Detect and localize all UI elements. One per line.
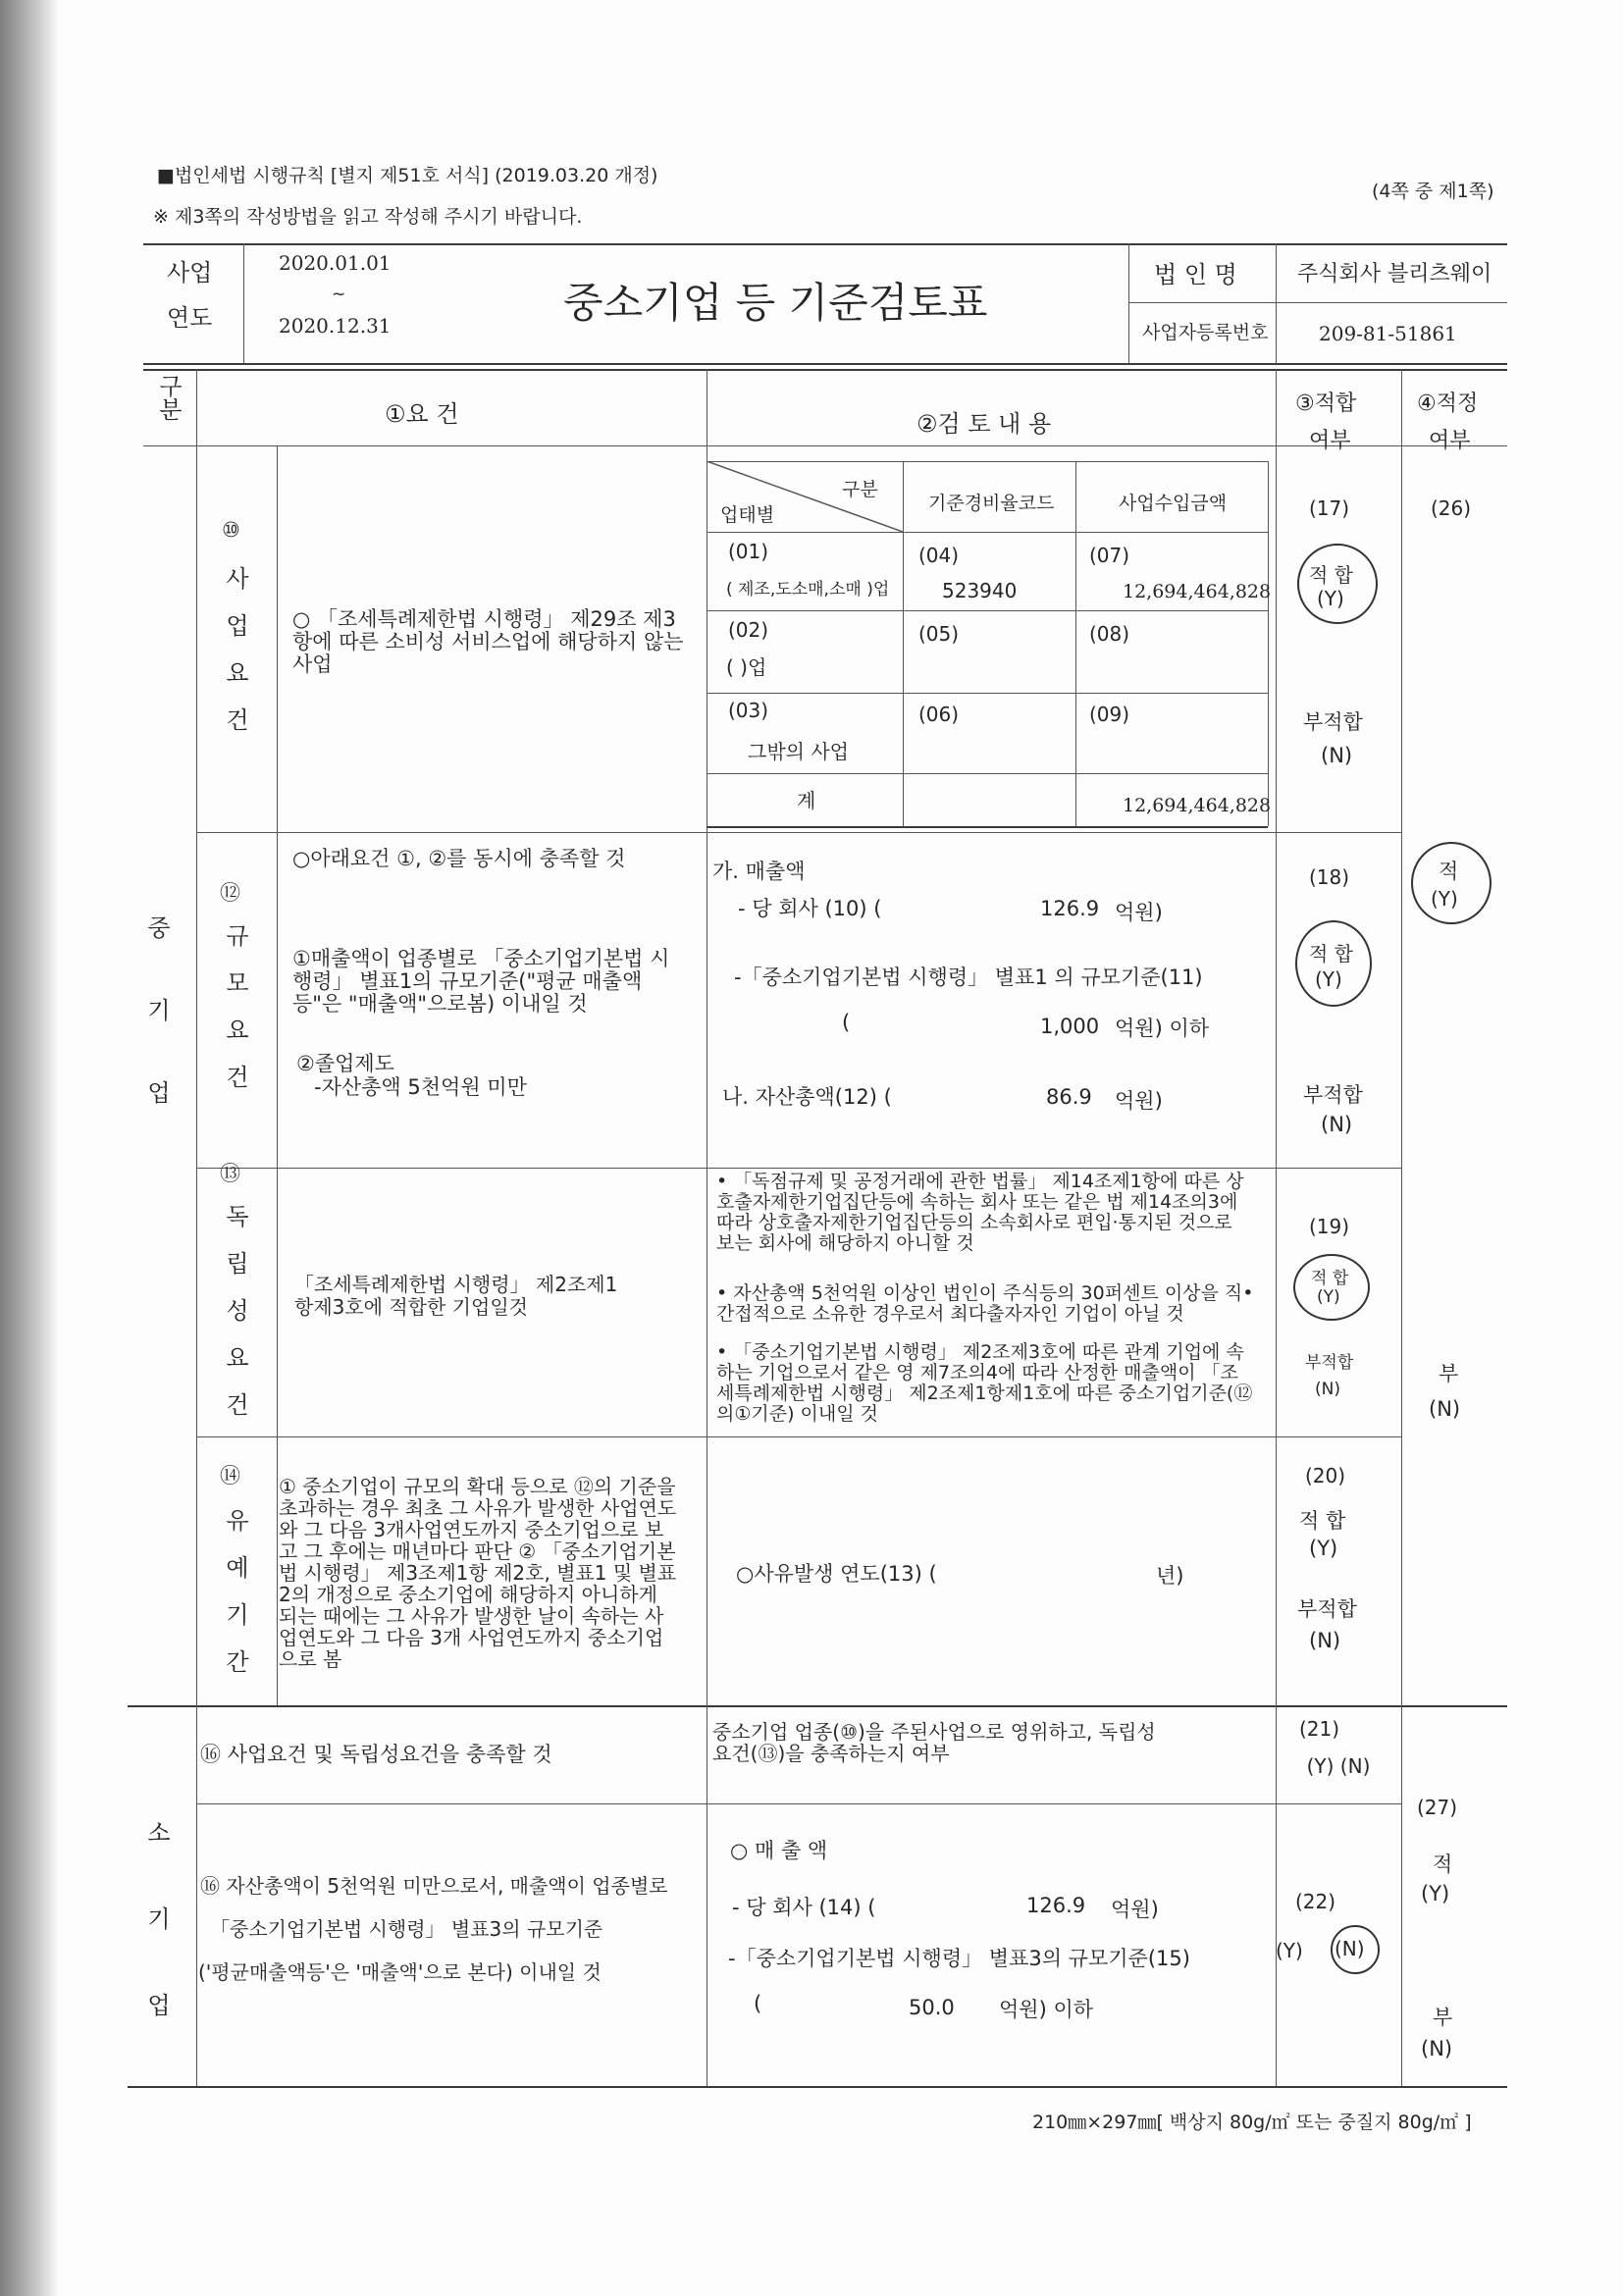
row103-rev2: • 자산총액 5천억원 이상인 법인이 주식등의 30퍼센트 이상을 직•간접적으로 소유한 경우로서 최다출자자인 기업이 아닐 것	[716, 1282, 1254, 1325]
period-start: 2020.01.01	[279, 251, 392, 275]
period-label-2: 연도	[167, 304, 213, 332]
inner-header-type: 구분	[842, 479, 878, 500]
row102-rev1: 가. 매출액	[712, 860, 806, 883]
row106-rev4-b: 50.0	[909, 1996, 955, 2019]
row104-fit-n2: (N)	[1309, 1629, 1341, 1652]
row103-label: 독 립 성 요 건	[226, 1203, 249, 1419]
row102-rev5-b: 86.9	[1046, 1085, 1092, 1109]
column-header-category: 구 분	[159, 373, 183, 424]
form-reference: ■법인세법 시행규칙 [별지 제51호 서식] (2019.03.20 개정)	[157, 165, 658, 186]
reg-no: 209-81-51861	[1319, 322, 1457, 345]
row104-fit-y2: (Y)	[1309, 1537, 1338, 1560]
column-header-fit-1: ③적합	[1295, 391, 1357, 416]
row102-req4: -자산총액 5천억원 미만	[314, 1075, 527, 1099]
row102-rev2-a: - 당 회사 (10) (	[738, 897, 882, 920]
row101-fit-n2: (N)	[1321, 744, 1353, 767]
r2-code-no: (05)	[918, 622, 960, 646]
row106-rev3: -「중소기업기본법 시행령」 별표3의 규모기준(15)	[728, 1947, 1190, 1970]
column-header-proper-2: 여부	[1429, 429, 1471, 453]
row105-requirement: ⑯ 사업요건 및 독립성요건을 충족할 것	[200, 1743, 552, 1766]
row105-review: 중소기업 업종(⑩)을 주된사업으로 영위하고, 독립성요건(⑬)을 충족하는지 여부	[712, 1720, 1156, 1765]
paper-spec-footer: 210㎜×297㎜[ 백상지 80g/㎡ 또는 중질지 80g/㎡ ]	[1032, 2112, 1472, 2133]
row102-fit-no: (18)	[1309, 865, 1350, 889]
r1-amount: 12,694,464,828	[1123, 581, 1272, 602]
period-end: 2020.12.31	[279, 314, 392, 338]
row106-fit-n: (N)	[1335, 1937, 1365, 1960]
row103-fit-y: 적 합	[1311, 1269, 1349, 1288]
scan-edge-shadow	[0, 0, 59, 2296]
small-proper-n: 부	[1433, 2006, 1453, 2029]
header-top-border	[143, 243, 1507, 245]
row104-fit-y: 적 합	[1299, 1509, 1346, 1533]
section-label-small: 소 기 업	[147, 1819, 171, 2019]
period-label-1: 사업	[167, 259, 213, 287]
r1-code-no: (04)	[918, 544, 960, 567]
row101-number: ⑩	[222, 518, 240, 542]
row104-rev-b: 년)	[1156, 1564, 1184, 1588]
row101-proper-no: (26)	[1431, 496, 1472, 520]
r3-code-no: (06)	[918, 703, 960, 726]
page-indicator: (4쪽 중 제1쪽)	[1372, 181, 1494, 202]
r2-no: (02)	[728, 618, 769, 642]
column-header-review: ②검 토 내 용	[916, 410, 1052, 438]
row102-fit-n: 부적합	[1303, 1083, 1363, 1107]
row106-rev2-b: 126.9	[1026, 1894, 1086, 1917]
row105-fit-no: (21)	[1299, 1717, 1340, 1741]
row104-label: 유 예 기 간	[226, 1507, 249, 1676]
row102-rev4-a: (	[842, 1011, 851, 1034]
r3-no: (03)	[728, 699, 769, 722]
row102-label: 규 모 요 건	[226, 922, 249, 1091]
row106-rev4-a: (	[754, 1992, 762, 2015]
row103-fit-y2: (Y)	[1317, 1287, 1340, 1307]
row106-req3: ('평균매출액등'은 '매출액'으로 본다) 이내일 것	[198, 1960, 602, 1984]
row101-fit-no: (17)	[1309, 496, 1350, 520]
inner-header-industry: 업태별	[720, 504, 775, 526]
corp-name-label: 법 인 명	[1154, 261, 1237, 288]
r1-amt-no: (07)	[1089, 544, 1130, 567]
row101-fit-n: 부적합	[1303, 710, 1363, 734]
small-proper-no: (27)	[1417, 1796, 1458, 1819]
table-top-border	[143, 369, 1507, 371]
row106-fit-y: (Y)	[1276, 1939, 1303, 1962]
row103-rev3: • 「중소기업기본법 시행령」 제2조제3호에 따른 관계 기업에 속하는 기업으로서 같은 영 제7조의4에 따라 산정한 매출액이 「조세특례제한법 시행령」 제2조제1항제1호에 따른 중소기업기준(⑫의①기준) 이내일 것	[716, 1341, 1253, 1425]
r1-code: 523940	[942, 579, 1018, 602]
row103-number: ⑬	[220, 1162, 240, 1185]
table-bottom-border	[128, 2086, 1507, 2088]
page-title: 중소기업 등 기준검토표	[563, 279, 988, 327]
r2-industry: ( )업	[726, 655, 767, 679]
small-proper-y: 적	[1433, 1852, 1453, 1876]
row103-proper-n2: (N)	[1429, 1397, 1461, 1421]
row102-rev4-b: 1,000	[1040, 1015, 1100, 1038]
row102-req3: ②졸업제도	[296, 1052, 394, 1075]
row102-proper-y: 적	[1439, 860, 1459, 883]
small-proper-n2: (N)	[1421, 2037, 1453, 2061]
row102-rev3: -「중소기업기본법 시행령」 별표1 의 규모기준(11)	[734, 965, 1203, 989]
row104-fit-n: 부적합	[1297, 1597, 1357, 1621]
row102-rev2-b: 126.9	[1040, 897, 1100, 920]
row102-rev4-c: 억원) 이하	[1115, 1017, 1210, 1040]
row102-rev5-a: 나. 자산총액(12) (	[722, 1085, 892, 1109]
small-proper-y2: (Y)	[1421, 1882, 1450, 1905]
row104-rev-a: ○사유발생 연도(13) (	[736, 1562, 937, 1586]
row106-fit-no: (22)	[1295, 1890, 1336, 1913]
row102-fit-n2: (N)	[1321, 1113, 1353, 1136]
row106-rev2-c: 억원)	[1111, 1898, 1159, 1921]
total-label: 계	[797, 789, 816, 812]
r3-amt-no: (09)	[1089, 703, 1130, 726]
row102-rev5-c: 억원)	[1115, 1089, 1163, 1113]
row103-proper-n: 부	[1439, 1362, 1459, 1385]
row106-req1: ⑯ 자산총액이 5천억원 미만으로서, 매출액이 업종별로	[200, 1874, 668, 1898]
column-header-requirement: ①요 건	[385, 400, 459, 428]
row102-fit-y: 적 합	[1309, 942, 1353, 965]
r1-industry: ( 제조,도소매,소매 )업	[726, 580, 890, 600]
r3-industry: 그밖의 사업	[748, 740, 849, 763]
row106-rev4-c: 억원) 이하	[999, 1998, 1094, 2021]
r1-no: (01)	[728, 540, 769, 563]
row103-requirement: 「조세특례제한법 시행령」 제2조제1항제3호에 적합한 기업일것	[294, 1273, 618, 1319]
row102-proper-y2: (Y)	[1431, 887, 1458, 911]
row106-req2: 「중소기업기본법 시행령」 별표3의 규모기준	[210, 1917, 603, 1941]
row106-rev1: ○ 매 출 액	[730, 1839, 828, 1862]
inner-header-code: 기준경비율코드	[928, 493, 1055, 514]
row101-fit-y: 적 합	[1309, 563, 1353, 587]
row106-rev2-a: - 당 회사 (14) (	[732, 1896, 876, 1919]
row103-rev1: • 「독점규제 및 공정거래에 관한 법률」 제14조제1항에 따른 상호출자제한기업집단등에 속하는 회사 또는 같은 법 제14조의3에 따라 상호출자제한기업집단등의 소속회사로 편입·통지된 것으로 보는 회사에 해당하지 아니할 것	[716, 1171, 1244, 1254]
row101-fit-y2: (Y)	[1317, 587, 1344, 610]
total-amount: 12,694,464,828	[1123, 795, 1272, 816]
column-header-proper-1: ④적정	[1417, 391, 1479, 416]
inner-header-amount: 사업수입금액	[1119, 493, 1228, 514]
row103-fit-no: (19)	[1309, 1215, 1350, 1238]
row104-requirement: ① 중소기업이 규모의 확대 등으로 ⑫의 기준을 초과하는 경우 최초 그 사유가 발생한 사업연도와 그 다음 3개사업연도까지 중소기업으로 보고 그 후에는 매년마다 판단 ② 「중소기업기본법 시행령」 제3조제1항 제2호, 별표1 및 별표2의 개정으로 중소기업에 해당하지 아니하게 되는 때에는 그 사유가 발생한 날이 속하는 사업연도와 그 다음 3개 사업연도까지 중소기업으로 봄	[279, 1475, 677, 1671]
row104-number: ⑭	[220, 1464, 240, 1487]
period-tilde: ~	[332, 285, 346, 304]
reg-no-label: 사업자등록번호	[1142, 322, 1269, 343]
row102-fit-y2: (Y)	[1315, 967, 1342, 991]
corp-name: 주식회사 블리츠웨이	[1297, 262, 1492, 287]
row102-number: ⑫	[220, 881, 240, 905]
row101-label: 사 업 요 건	[226, 565, 249, 734]
row104-fit-no: (20)	[1305, 1464, 1346, 1487]
row103-fit-n2: (N)	[1315, 1380, 1340, 1399]
instruction-note: ※ 제3쪽의 작성방법을 읽고 작성해 주시기 바랍니다.	[153, 206, 583, 228]
row101-requirement: ○ 「조세특례제한법 시행령」 제29조 제3항에 따른 소비성 서비스업에 해당하지 않는 사업	[292, 607, 684, 676]
row103-fit-n: 부적합	[1305, 1353, 1354, 1373]
row105-fit-yn: (Y) (N)	[1306, 1754, 1371, 1778]
header-bottom-border	[143, 363, 1507, 365]
section-label-sme: 중 기 업	[147, 914, 171, 1107]
column-header-fit-2: 여부	[1309, 429, 1351, 453]
row102-req1: ○아래요건 ①, ②를 동시에 충족할 것	[292, 847, 626, 870]
row102-rev2-c: 억원)	[1115, 901, 1163, 924]
r2-amt-no: (08)	[1089, 622, 1130, 646]
row102-req2: ①매출액이 업종별로 「중소기업기본법 시행령」 별표1의 규모기준("평균 매출액등"은 "매출액"으로봄) 이내일 것	[292, 947, 670, 1016]
